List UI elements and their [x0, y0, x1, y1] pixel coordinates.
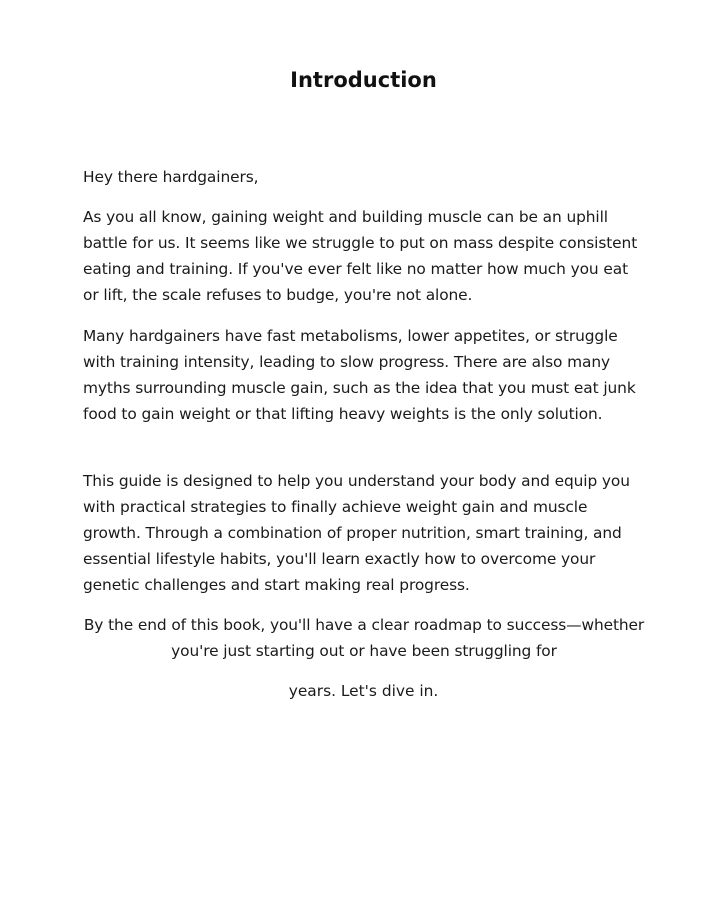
page-title: Introduction [290, 68, 437, 92]
greeting-line: Hey there hardgainers, [83, 168, 259, 186]
closing-last-line: years. Let's dive in. [288, 682, 439, 700]
paragraph-2: Many hardgainers have fast metabolisms, lower appetites, or struggle with training intensity, leading to slow progress. There are also many myths surrounding muscle gain, such as the idea that you must eat junk food to gain weight or that lifting heavy weights is the only solution. [83, 327, 636, 423]
paragraph-3: This guide is designed to help you understand your body and equip you with practical strategies to finally achieve weight gain and muscle growth. Through a combination of proper nutrition, smart training, and essential lifestyle habits, you'll learn exactly how to overcome your genetic challenges and start making real progress. [83, 472, 630, 594]
closing-paragraph: By the end of this book, you'll have a clear roadmap to success—whether you're just starting out or have been struggling for [83, 616, 645, 660]
paragraph-1: As you all know, gaining weight and building muscle can be an uphill battle for us. It seems like we struggle to put on mass despite consistent eating and training. If you've ever felt like no matter how much you eat or lift, the scale refuses to budge, you're not alone. [83, 208, 638, 304]
